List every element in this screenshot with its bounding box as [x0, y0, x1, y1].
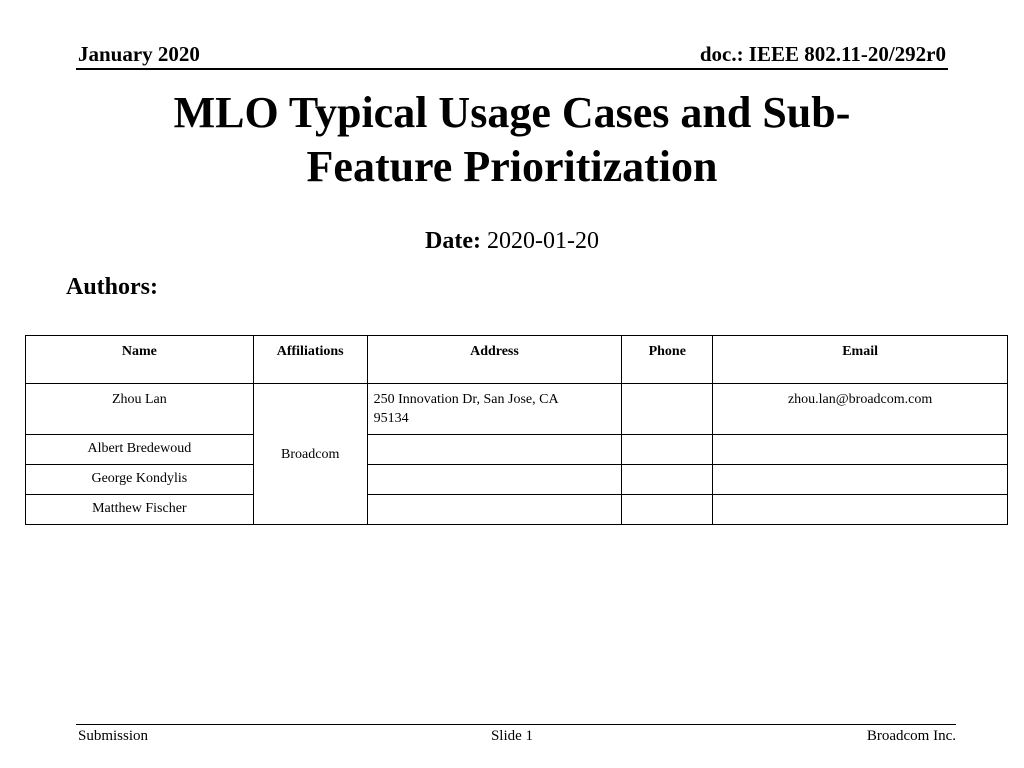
author-phone	[622, 435, 713, 465]
author-address	[367, 495, 622, 525]
table-row	[26, 435, 1008, 465]
date-value: 2020-01-20	[486, 228, 599, 254]
author-phone	[622, 465, 713, 495]
column-header-email: Email	[713, 336, 1008, 384]
column-header-phone: Phone	[622, 336, 713, 384]
footer-company: Broadcom Inc.	[866, 728, 956, 744]
author-affiliation: Broadcom	[253, 384, 367, 525]
column-header-name: Name	[26, 336, 254, 384]
header-date: January 2020	[78, 42, 200, 66]
table-header-row	[26, 336, 1008, 384]
author-name: Zhou Lan	[26, 384, 254, 435]
author-email	[713, 495, 1008, 525]
author-name: Matthew Fischer	[26, 495, 254, 525]
author-name: George Kondylis	[26, 465, 254, 495]
footer-divider	[76, 724, 956, 725]
slide-title	[60, 86, 964, 194]
author-phone	[622, 495, 713, 525]
column-header-address: Address	[367, 336, 622, 384]
footer-submission: Submission	[78, 728, 149, 744]
table-row	[26, 495, 1008, 525]
header-doc-id: doc.: IEEE 802.11-20/292r0	[699, 42, 946, 66]
header-divider	[76, 68, 948, 70]
author-address	[367, 465, 622, 495]
slide-title-line1: MLO Typical Usage Cases and Sub-	[173, 88, 851, 137]
author-address	[367, 435, 622, 465]
author-address-line2: 95134	[373, 411, 409, 426]
authors-table	[25, 335, 1008, 525]
date-label: Date:	[425, 228, 481, 254]
authors-label: Authors:	[66, 274, 159, 300]
author-email: zhou.lan@broadcom.com	[713, 384, 1008, 435]
slide-title-line2: Feature Prioritization	[306, 142, 718, 191]
author-phone	[622, 384, 713, 435]
author-address	[367, 384, 622, 435]
column-header-affiliations: Affiliations	[253, 336, 367, 384]
author-name: Albert Bredewoud	[26, 435, 254, 465]
author-email	[713, 465, 1008, 495]
author-email	[713, 435, 1008, 465]
table-row	[26, 465, 1008, 495]
author-address-line1: 250 Innovation Dr, San Jose, CA	[373, 392, 559, 407]
table-row	[26, 384, 1008, 435]
date-line	[0, 228, 1024, 255]
footer-slide-number: Slide 1	[490, 728, 534, 744]
